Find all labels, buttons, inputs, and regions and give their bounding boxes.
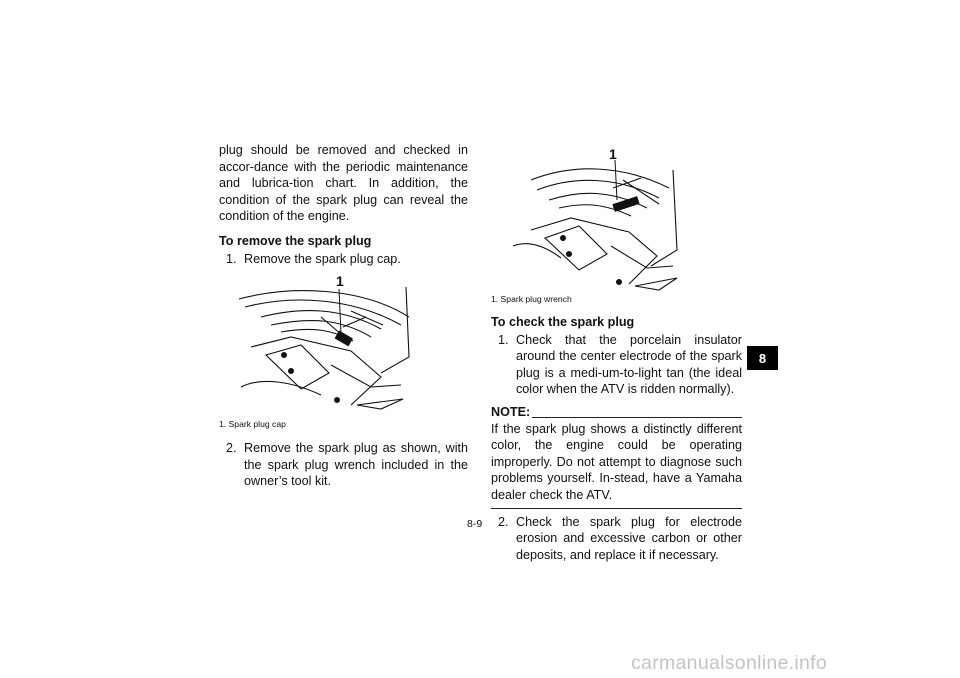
chapter-tab: 8 — [747, 346, 778, 370]
step-number: 2. — [226, 441, 237, 456]
step-number: 1. — [498, 332, 509, 347]
check-spark-plug-heading: To check the spark plug — [491, 315, 635, 329]
page-number: 8-9 — [467, 518, 483, 530]
intro-paragraph: plug should be removed and checked in accor-dance with the periodic maintenance and lubrica-tion chart. In addition, the condition of the spark plug can reveal the condition of the engine. — [219, 143, 468, 224]
note-text: If the spark plug shows a distinctly different color, the engine could be operating improperly. Do not attempt to diagnose such problems yourself. In-stead, have a Yamaha dealer check the ATV. — [491, 421, 742, 502]
step-text: Remove the spark plug as shown, with the spark plug wrench included in the owner’s tool kit. — [244, 441, 468, 489]
spark-plug-wrench-illustration — [501, 150, 701, 292]
step-text: Check the spark plug for electrode erosion and excessive carbon or other deposits, and replace it if necessary. — [516, 514, 742, 562]
left-column — [219, 142, 468, 490]
note-label: NOTE: — [491, 404, 531, 419]
remove-step-1 — [219, 251, 468, 268]
figure-caption: 1. Spark plug wrench — [491, 294, 572, 304]
spark-plug-cap-illustration — [231, 277, 431, 417]
step-text: Remove the spark plug cap. — [244, 251, 401, 266]
right-column — [491, 0, 742, 563]
figure-callout-number: 1 — [336, 273, 344, 290]
spark-plug-cap-figure — [231, 273, 431, 417]
remove-step-2 — [219, 440, 468, 490]
note-rule — [532, 417, 742, 418]
note-heading — [491, 404, 742, 421]
note-end-rule — [491, 508, 742, 509]
remove-spark-plug-heading: To remove the spark plug — [219, 233, 372, 248]
figure-caption: 1. Spark plug cap — [219, 419, 286, 430]
spark-plug-wrench-figure — [501, 146, 701, 292]
watermark: carmanualsonline.info — [631, 652, 827, 674]
figure-callout-number: 1 — [609, 146, 617, 162]
step-number: 1. — [226, 251, 237, 266]
check-step-2 — [491, 514, 742, 564]
step-text: Check that the porcelain insulator around the center electrode of the spark plug is a medi-um-to-light tan (the ideal color when the ATV is ridden normally). — [516, 332, 742, 397]
step-number: 2. — [498, 514, 509, 529]
check-step-1 — [491, 332, 742, 398]
